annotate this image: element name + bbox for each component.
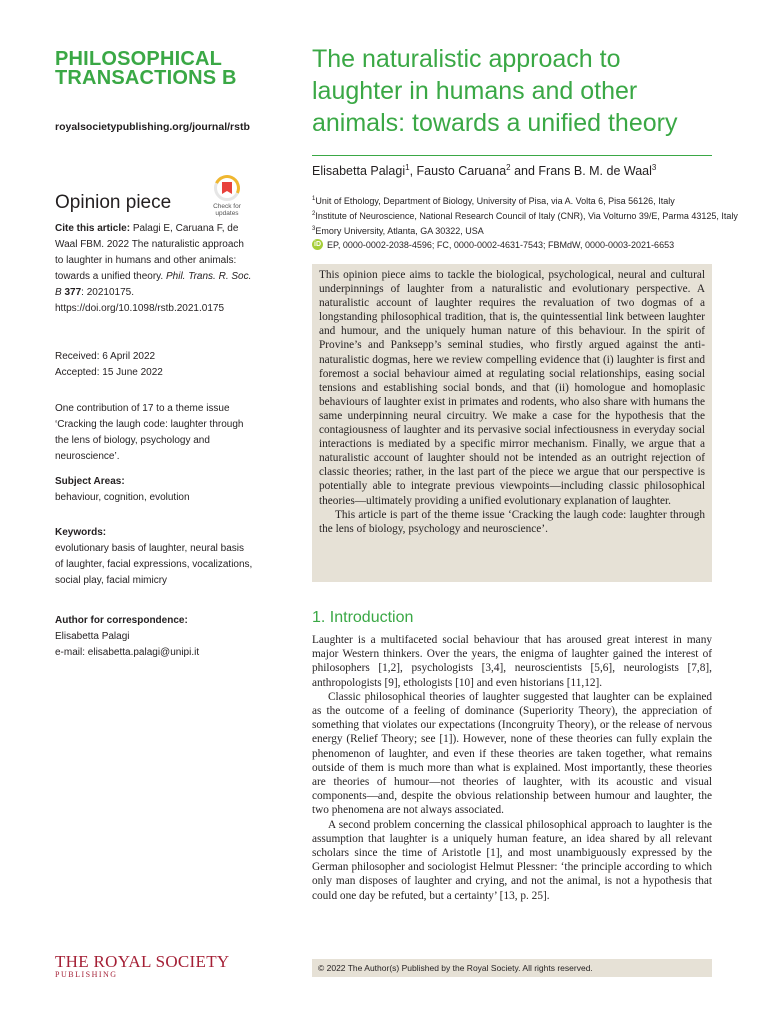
author-1-sup: 1 [405,163,410,172]
author-list [312,163,656,178]
affiliation-2: $^2$Institute of Neuroscience, National Research Council of Italy (CNR), Via Volturno 39/E, Parma 43125, Italy [312,211,738,221]
journal-url-link[interactable]: royalsocietypublishing.org/journal/rstb [55,121,250,133]
cite-volume: 377 [64,287,82,298]
journal-name-line1: PHILOSOPHICAL [55,48,223,70]
author-3-sup: 3 [651,163,657,172]
intro-paragraph-1: Laughter is a multifaceted social behaviour that has aroused great interest in many major Western thinkers. Over the years, the enigma of laughter gained the interest of philosophers [1,2], psychologists [3,4], neuroscientists [5,6], neurologists [7,8], anthropologists [9], ethologists [10] and even historians [11,12]. [312,634,712,689]
keywords-value: evolutionary basis of laughter, neural basis of laughter, facial expressions, vocalizations, social play, facial mimicry [55,543,253,586]
correspondence [55,613,255,661]
introduction-body [312,633,712,903]
affiliations [312,193,738,238]
cite-text: Palagi E, Caruana F, de Waal FBM. 2022 The naturalistic approach to laughter in humans and other animals: towards a unified theory. [55,223,244,282]
cite-pages: : 20210175. [81,287,134,298]
subject-areas [55,474,255,506]
bookmark-icon [214,175,240,201]
article-title: The naturalistic approach to laughter in humans and other animals: towards a unified theory [312,45,678,137]
intro-paragraph-2: Classic philosophical theories of laughter suggested that laughter can be explained as the outcome of a feeling of dominance (Superiority Theory), the appreciation of something that violates our expectations (Incongruity Theory), or the release of nervous energy (Relief Theory; see [1]). However, none of these theories can fully explain the phenomenon of laughter, and even if these theories are taken together, what remains outside of them is much more than what is explained. Most importantly, these theories are theories of humour—not theories of laughter, with its acoustic and visual components—and, despite the obvious relationship between humour and laughter, the two phenomena are not always associated. [312,690,712,817]
subject-value: behaviour, cognition, evolution [55,492,190,503]
subject-label: Subject Areas: [55,476,125,487]
author-2[interactable]: , Fausto Caruana [409,164,507,179]
theme-issue: One contribution of 17 to a theme issue ‘Cracking the laugh code: laughter through the lens of biology, psychology and neuroscience’. [55,403,244,462]
badge-line2: updates [215,210,239,217]
affiliation-3: $^3$Emory University, Atlanta, GA 30322, USA [312,226,484,236]
orcid-icon[interactable]: iD [314,241,321,248]
correspondence-name: Elisabetta Palagi [55,631,130,642]
received-date: Received: 6 April 2022 [55,351,156,362]
cite-label: Cite this article: [55,223,131,234]
journal-name-line2: TRANSACTIONS B [55,67,237,89]
abstract-paragraph-2: This article is part of the theme issue ‘Cracking the laugh code: laughter through the lens of biology, psychology and neuroscience’. [319,508,705,535]
keywords [55,525,255,589]
abstract-box [312,264,712,582]
author-3[interactable]: and Frans B. M. de Waal [510,164,652,179]
copyright-bar: © 2022 The Author(s) Published by the Royal Society. All rights reserved. [312,959,712,977]
section-heading-introduction: 1. Introduction [312,609,414,626]
accepted-date: Accepted: 15 June 2022 [55,367,163,378]
journal-name [55,50,237,88]
doi-link[interactable]: https://doi.org/10.1098/rstb.2021.0175 [55,303,225,314]
orcid-text[interactable]: EP, 0000-0002-2038-4596; FC, 0000-0002-4631-7543; FBMdW, 0000-0003-2021-6653 [327,239,675,250]
badge-line1: Check for [213,203,241,210]
publisher-name: THE ROYAL SOCIETY [55,952,230,971]
keywords-label: Keywords: [55,527,107,538]
publisher-logo [55,952,229,979]
title-divider [312,155,712,156]
author-2-sup: 2 [506,163,511,172]
publisher-subname: PUBLISHING [55,970,118,979]
correspondence-email[interactable]: e-mail: elisabetta.palagi@unipi.it [55,647,200,658]
dates [55,349,255,381]
abstract-paragraph-1: This opinion piece aims to tackle the biological, psychological, neural and cultural underpinnings of laughter from a naturalistic and evolutionary perspective. A naturalistic account of laughter requires the revaluation of two dogmas of a longstanding philosophical tradition, that is, the quintessential link between laughter and humour, and the uniquely human nature of this behaviour. In the spirit of Provine’s and Panksepp’s seminal studies, who firstly argued against the anti-naturalistic dogmas, here we review compelling evidence that (i) laughter is first and foremost a social behaviour aimed at regulating social relationships, easing social tensions and establishing social bonds, and that (ii) homologue and homoplasic behaviours of laughter exist in primates and rodents, who also share with humans the same underpinning neural circuitry. We make a case for the hypothesis that the contagiousness of laughter and its pervasive social infectiousness in everyday social interactions is mediated by a specific mirror mechanism. Finally, we argue that a naturalistic account of laughter should not be intended as an outright rejection of classic theories; rather, in the last part of the piece we argue that our perspective is potentially able to integrate previous viewpoints—including classic philosophical theories—ultimately providing a unified evolutionary explanation of laughter. [319,269,705,507]
article-type: Opinion piece [55,192,172,213]
intro-paragraph-3: A second problem concerning the classical philosophical approach to laughter is the assumption that laughter is a uniquely human feature, an idea shared by all relevant scholars since the time of Aristotle [1], and most unambiguously expressed by the German philosopher and sociologist Helmut Plessner: ‘the principle according to which only man disposes of laughter and crying, and not the animal, is not a hypothesis that could one day be refuted, but a certainty’ [13, p. 25]. [312,818,712,902]
correspondence-label: Author for correspondence: [55,615,188,626]
affiliation-1: $^1$Unit of Ethology, Department of Biology, University of Pisa, via A. Volta 6, Pisa 56126, Italy [312,196,675,206]
check-for-updates-button[interactable] [205,175,249,217]
orcid-ids [312,239,674,250]
author-1[interactable]: Elisabetta Palagi [312,164,406,179]
cite-journal: Phil. Trans. R. Soc. B [55,271,252,298]
citation [55,221,255,317]
